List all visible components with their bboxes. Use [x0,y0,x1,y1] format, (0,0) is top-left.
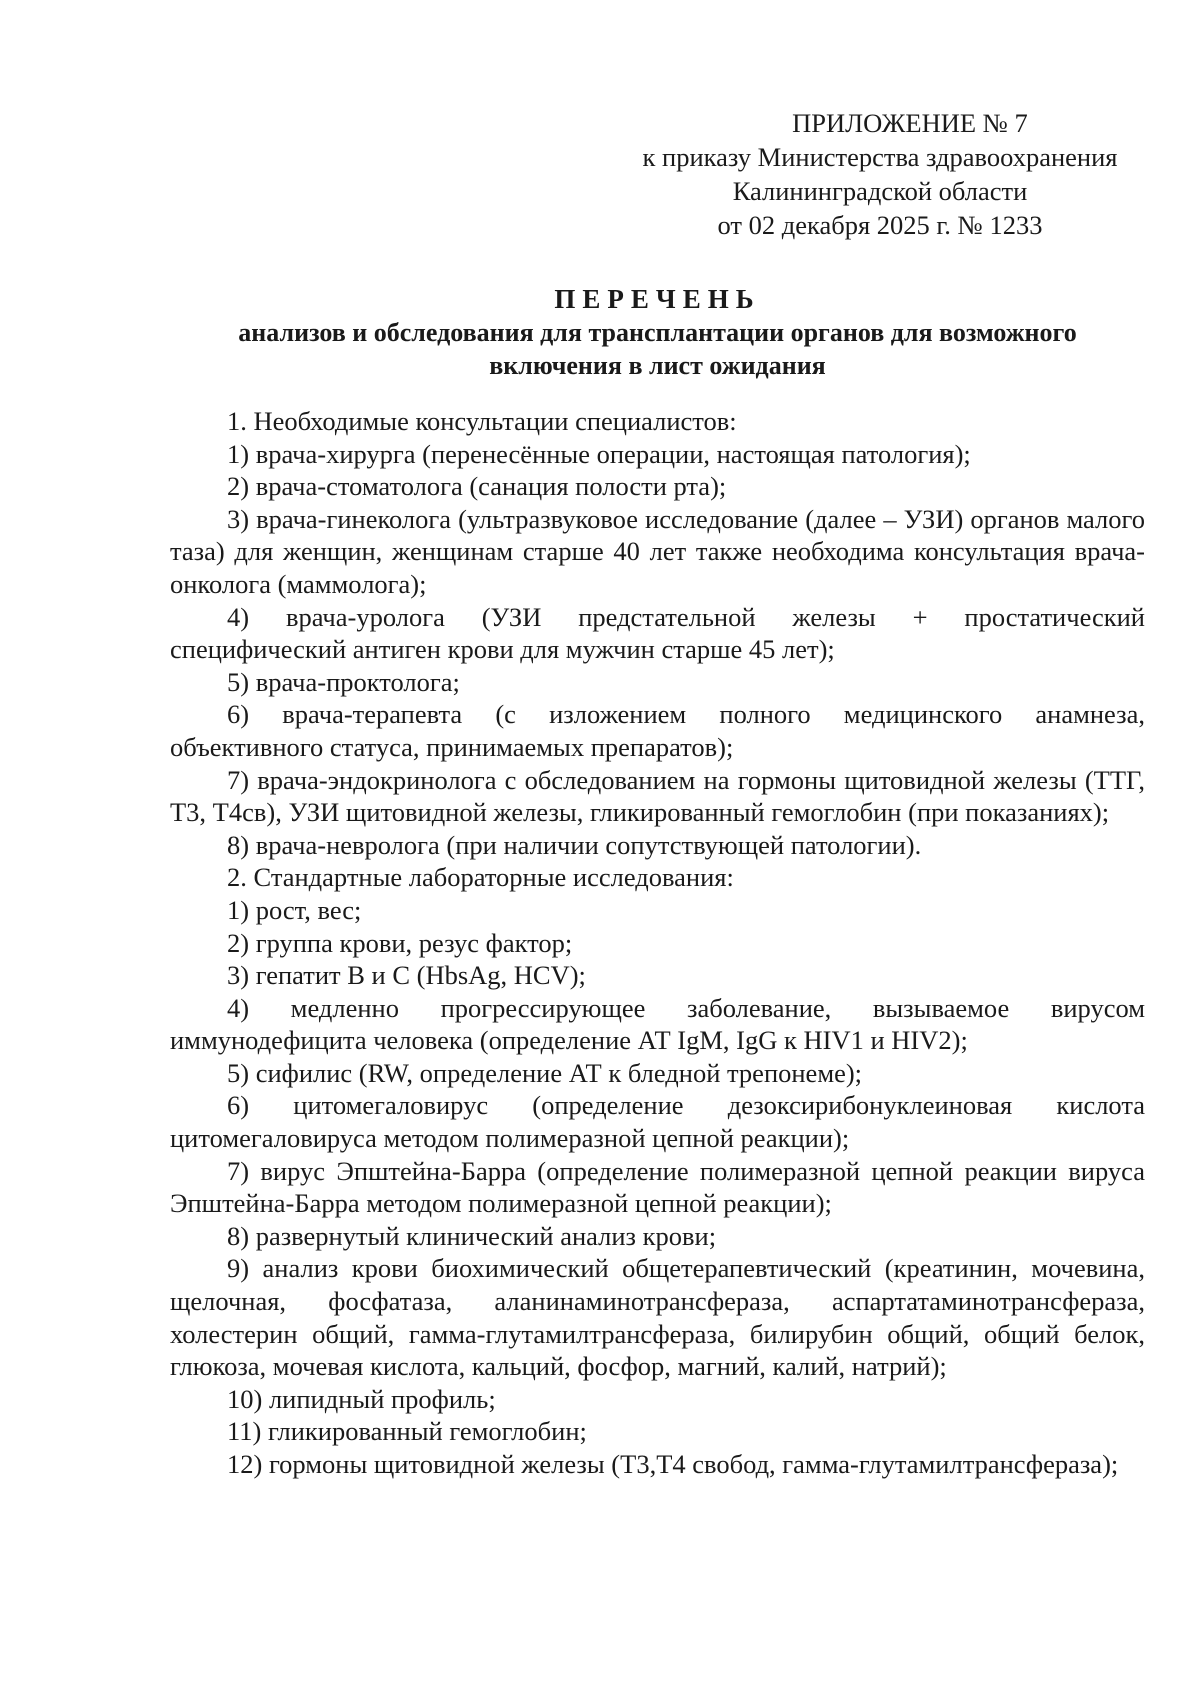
list-item: 8) развернутый клинический анализ крови; [227,1220,717,1251]
list-item: 5) врача-проктолога; [227,666,460,697]
list-item: 7) вирус Эпштейна-Барра (определение полимеразной цепной реакции вируса Эпштейна-Барра методом полимеразной цепной реакции); [170,1155,1145,1219]
list-item: 1) врача-хирурга (перенесённые операции, настоящая патология); [227,438,971,469]
list-item: 7) врача-эндокринолога с обследованием на гормоны щитовидной железы (ТТГ, Т3, Т4св), УЗИ щитовидной железы, гликированный гемоглобин (при показаниях); [170,764,1145,828]
annex-date-line: от 02 декабря 2025 г. № 1233 [717,210,1043,240]
list-item: 3) врача-гинеколога (ультразвуковое исследование (далее – УЗИ) органов малого таза) для женщин, женщинам старше 40 лет также необходима консультация врача-онколога (маммолога); [170,503,1145,599]
list-item: 8) врача-невролога (при наличии сопутствующей патологии). [227,829,922,860]
annex-title: ПРИЛОЖЕНИЕ № 7 [792,108,1028,138]
list-item: 6) цитомегаловирус (определение дезоксирибонуклеиновая кислота цитомегаловируса методом полимеразной цепной реакции); [170,1090,1145,1154]
list-item: 4) врача-уролога (УЗИ предстательной железы + простатический специфический антиген крови для мужчин старше 45 лет); [170,601,1145,665]
list-item: 12) гормоны щитовидной железы (Т3,Т4 свобод, гамма-глутамилтрансфераза); [227,1449,1119,1479]
list-item: 2) группа крови, резус фактор; [227,927,573,958]
list-item: 11) гликированный гемоглобин; [227,1416,587,1447]
heading-subtitle-line-2: включения в лист ожидания [489,351,826,380]
list-item: 1) рост, вес; [227,894,362,925]
annex-region-line: Калининградской области [732,176,1028,206]
list-item: 10) липидный профиль; [227,1383,496,1414]
section-consultations-heading: 1. Необходимые консультации специалистов: [227,406,737,436]
heading-subtitle-line-1: анализов и обследования для трансплантации органов для возможного [238,318,1077,347]
document-heading [170,282,1145,382]
list-item: 9) анализ крови биохимический общетерапевтический (креатинин, мочевина, щелочная, фосфатаза, аланинаминотрансфераза, аспартатаминотрансфераза, холестерин общий, гамма-глутамилтрансфераза, билирубин общий, общий белок, глюкоза, мочевая кислота, кальций, фосфор, магний, калий, натрий); [170,1253,1145,1382]
annex-block [620,106,1140,242]
list-item: 4) медленно прогрессирующее заболевание, вызываемое вирусом иммунодефицита человека (определение АТ IgM, IgG к HIV1 и HIV2); [170,992,1145,1056]
heading-title: ПЕРЕЧЕНЬ [554,284,761,314]
annex-order-line: к приказу Министерства здравоохранения [642,142,1118,172]
list-item: 2) врача-стоматолога (санация полости рта); [227,471,727,502]
document-body [170,405,1145,1481]
list-item: 6) врача-терапевта (с изложением полного медицинского анамнеза, объективного статуса, принимаемых препаратов); [170,699,1145,762]
list-item: 5) сифилис (RW, определение АТ к бледной трепонеме); [227,1057,863,1088]
list-item: 3) гепатит В и С (HbsAg, HCV); [227,960,586,991]
section-lab-tests-heading: 2. Стандартные лабораторные исследования: [227,862,734,893]
